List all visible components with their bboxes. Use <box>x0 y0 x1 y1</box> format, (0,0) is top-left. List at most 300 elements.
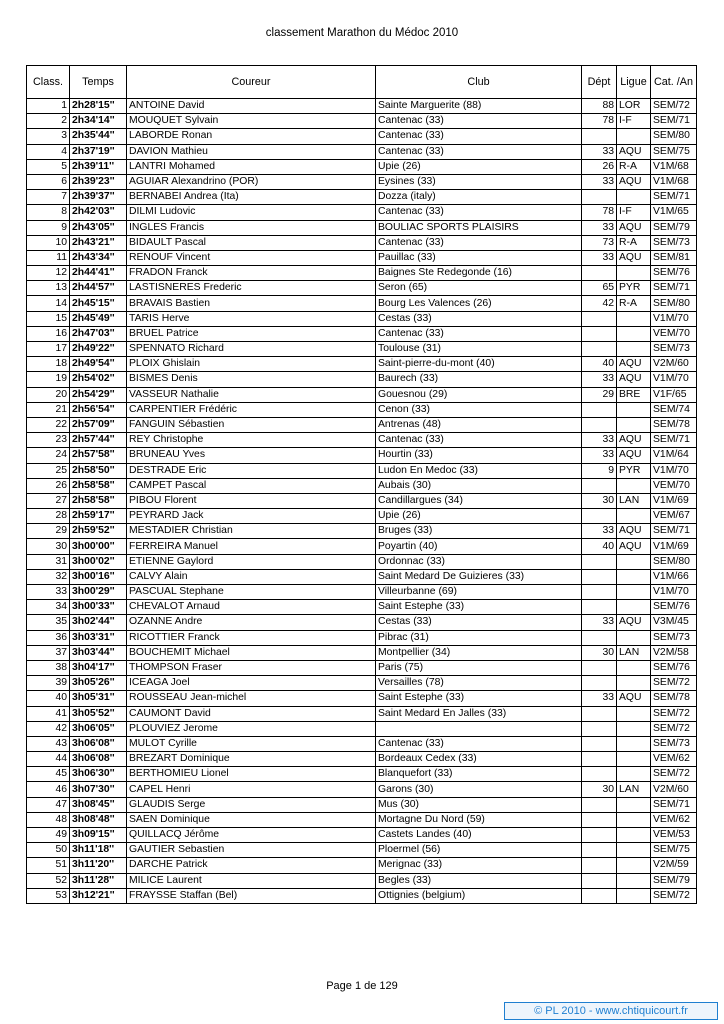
runner-cell: GLAUDIS Serge <box>127 797 376 812</box>
league-cell: PYR <box>617 281 651 296</box>
category-cell: SEM/71 <box>651 190 697 205</box>
runner-cell: BERNABEI Andrea (Ita) <box>127 190 376 205</box>
league-cell <box>617 554 651 569</box>
runner-cell: BIDAULT Pascal <box>127 235 376 250</box>
runner-cell: PIBOU Florent <box>127 493 376 508</box>
table-row <box>27 721 697 736</box>
dept-cell <box>582 736 617 751</box>
club-cell <box>376 721 582 736</box>
league-cell: LAN <box>617 782 651 797</box>
time-cell: 2h45'15'' <box>70 296 127 311</box>
runner-cell: CHEVALOT Arnaud <box>127 600 376 615</box>
club-cell: Aubais (30) <box>376 478 582 493</box>
table-row <box>27 524 697 539</box>
category-cell: SEM/76 <box>651 660 697 675</box>
page-number: Page 1 de 129 <box>326 980 398 992</box>
table-row <box>27 114 697 129</box>
category-cell: VEM/70 <box>651 478 697 493</box>
category-cell: V1M/69 <box>651 493 697 508</box>
rank-cell: 19 <box>27 372 70 387</box>
time-cell: 2h59'17'' <box>70 509 127 524</box>
rank-cell: 31 <box>27 554 70 569</box>
runner-cell: SAEN Dominique <box>127 812 376 827</box>
time-cell: 3h09'15'' <box>70 828 127 843</box>
dept-cell: 30 <box>582 493 617 508</box>
category-cell: SEM/72 <box>651 888 697 903</box>
time-cell: 2h28'15'' <box>70 99 127 114</box>
club-cell: Cenon (33) <box>376 402 582 417</box>
category-cell: SEM/76 <box>651 266 697 281</box>
runner-cell: RENOUF Vincent <box>127 250 376 265</box>
time-cell: 3h06'08'' <box>70 736 127 751</box>
rank-cell: 26 <box>27 478 70 493</box>
runner-cell: AGUIAR Alexandrino (POR) <box>127 174 376 189</box>
category-cell: SEM/71 <box>651 281 697 296</box>
credit-link[interactable]: © PL 2010 - www.chtiquicourt.fr <box>504 1002 718 1020</box>
club-cell: Saint Estephe (33) <box>376 691 582 706</box>
time-cell: 2h54'29'' <box>70 387 127 402</box>
table-row <box>27 509 697 524</box>
dept-cell <box>582 509 617 524</box>
league-cell: AQU <box>617 433 651 448</box>
time-cell: 3h00'02'' <box>70 554 127 569</box>
time-cell: 3h03'44'' <box>70 645 127 660</box>
club-cell: Baignes Ste Redegonde (16) <box>376 266 582 281</box>
league-cell <box>617 342 651 357</box>
header-club: Club <box>376 66 582 99</box>
league-cell: AQU <box>617 615 651 630</box>
rank-cell: 15 <box>27 311 70 326</box>
league-cell <box>617 630 651 645</box>
table-row <box>27 402 697 417</box>
runner-cell: BISMES Denis <box>127 372 376 387</box>
dept-cell <box>582 554 617 569</box>
club-cell: Villeurbanne (69) <box>376 585 582 600</box>
league-cell <box>617 600 651 615</box>
runner-cell: ANTOINE David <box>127 99 376 114</box>
league-cell <box>617 828 651 843</box>
time-cell: 2h58'50'' <box>70 463 127 478</box>
club-cell: Mortagne Du Nord (59) <box>376 812 582 827</box>
time-cell: 2h43'21'' <box>70 235 127 250</box>
club-cell: Upie (26) <box>376 159 582 174</box>
club-cell: Ottignies (belgium) <box>376 888 582 903</box>
rank-cell: 43 <box>27 736 70 751</box>
table-row <box>27 250 697 265</box>
dept-cell <box>582 721 617 736</box>
rank-cell: 34 <box>27 600 70 615</box>
dept-cell <box>582 706 617 721</box>
category-cell: SEM/80 <box>651 129 697 144</box>
rank-cell: 24 <box>27 448 70 463</box>
runner-cell: FRAYSSE Staffan (Bel) <box>127 888 376 903</box>
time-cell: 3h06'30'' <box>70 767 127 782</box>
category-cell: SEM/73 <box>651 630 697 645</box>
table-row <box>27 387 697 402</box>
runner-cell: FANGUIN Sébastien <box>127 417 376 432</box>
category-cell: V1M/70 <box>651 311 697 326</box>
club-cell: Upie (26) <box>376 509 582 524</box>
runner-cell: SPENNATO Richard <box>127 342 376 357</box>
table-row <box>27 676 697 691</box>
time-cell: 2h44'41'' <box>70 266 127 281</box>
dept-cell: 42 <box>582 296 617 311</box>
rank-cell: 8 <box>27 205 70 220</box>
dept-cell: 26 <box>582 159 617 174</box>
runner-cell: MULOT Cyrille <box>127 736 376 751</box>
league-cell: AQU <box>617 174 651 189</box>
category-cell: V1M/69 <box>651 539 697 554</box>
dept-cell: 33 <box>582 448 617 463</box>
time-cell: 2h39'23'' <box>70 174 127 189</box>
rank-cell: 28 <box>27 509 70 524</box>
dept-cell: 78 <box>582 205 617 220</box>
dept-cell <box>582 812 617 827</box>
league-cell <box>617 190 651 205</box>
category-cell: SEM/72 <box>651 767 697 782</box>
category-cell: SEM/79 <box>651 873 697 888</box>
runner-cell: BREZART Dominique <box>127 752 376 767</box>
club-cell: Sainte Marguerite (88) <box>376 99 582 114</box>
dept-cell: 33 <box>582 691 617 706</box>
category-cell: V2M/60 <box>651 357 697 372</box>
league-cell <box>617 676 651 691</box>
dept-cell <box>582 342 617 357</box>
rank-cell: 38 <box>27 660 70 675</box>
time-cell: 2h37'19'' <box>70 144 127 159</box>
runner-cell: VASSEUR Nathalie <box>127 387 376 402</box>
dept-cell: 33 <box>582 220 617 235</box>
time-cell: 2h42'03'' <box>70 205 127 220</box>
time-cell: 2h49'54'' <box>70 357 127 372</box>
category-cell: SEM/76 <box>651 600 697 615</box>
table-row <box>27 433 697 448</box>
runner-cell: DESTRADE Eric <box>127 463 376 478</box>
rank-cell: 46 <box>27 782 70 797</box>
time-cell: 3h05'26'' <box>70 676 127 691</box>
league-cell: AQU <box>617 357 651 372</box>
results-table <box>26 65 697 904</box>
dept-cell <box>582 326 617 341</box>
dept-cell: 65 <box>582 281 617 296</box>
rank-cell: 7 <box>27 190 70 205</box>
dept-cell: 9 <box>582 463 617 478</box>
league-cell: LAN <box>617 493 651 508</box>
category-cell: VEM/62 <box>651 752 697 767</box>
club-cell: Seron (65) <box>376 281 582 296</box>
runner-cell: PLOIX Ghislain <box>127 357 376 372</box>
category-cell: SEM/81 <box>651 250 697 265</box>
dept-cell <box>582 660 617 675</box>
table-row <box>27 372 697 387</box>
league-cell: I-F <box>617 205 651 220</box>
club-cell: Antrenas (48) <box>376 417 582 432</box>
category-cell: V2M/59 <box>651 858 697 873</box>
dept-cell: 40 <box>582 539 617 554</box>
time-cell: 2h56'54'' <box>70 402 127 417</box>
runner-cell: PEYRARD Jack <box>127 509 376 524</box>
club-cell: Cantenac (33) <box>376 235 582 250</box>
category-cell: SEM/72 <box>651 99 697 114</box>
runner-cell: BRAVAIS Bastien <box>127 296 376 311</box>
table-row <box>27 600 697 615</box>
table-row <box>27 782 697 797</box>
rank-cell: 35 <box>27 615 70 630</box>
rank-cell: 18 <box>27 357 70 372</box>
rank-cell: 45 <box>27 767 70 782</box>
category-cell: V1M/68 <box>651 174 697 189</box>
header-category: Cat. /An <box>651 66 697 99</box>
runner-cell: CAPEL Henri <box>127 782 376 797</box>
league-cell <box>617 311 651 326</box>
page-title: classement Marathon du Médoc 2010 <box>265 27 459 39</box>
time-cell: 2h57'09'' <box>70 417 127 432</box>
runner-cell: DAVION Mathieu <box>127 144 376 159</box>
club-cell: Castets Landes (40) <box>376 828 582 843</box>
rank-cell: 29 <box>27 524 70 539</box>
club-cell: Cantenac (33) <box>376 114 582 129</box>
category-cell: VEM/67 <box>651 509 697 524</box>
dept-cell: 30 <box>582 782 617 797</box>
rank-cell: 27 <box>27 493 70 508</box>
club-cell: Cantenac (33) <box>376 129 582 144</box>
category-cell: V1M/68 <box>651 159 697 174</box>
league-cell <box>617 266 651 281</box>
club-cell: Ploermel (56) <box>376 843 582 858</box>
table-row <box>27 736 697 751</box>
rank-cell: 42 <box>27 721 70 736</box>
category-cell: SEM/72 <box>651 706 697 721</box>
table-row <box>27 706 697 721</box>
runner-cell: BERTHOMIEU Lionel <box>127 767 376 782</box>
dept-cell <box>582 797 617 812</box>
rank-cell: 39 <box>27 676 70 691</box>
runner-cell: DARCHE Patrick <box>127 858 376 873</box>
category-cell: SEM/71 <box>651 433 697 448</box>
runner-cell: ICEAGA Joel <box>127 676 376 691</box>
runner-cell: TARIS Herve <box>127 311 376 326</box>
league-cell <box>617 858 651 873</box>
time-cell: 3h05'31'' <box>70 691 127 706</box>
runner-cell: RICOTTIER Franck <box>127 630 376 645</box>
runner-cell: INGLES Francis <box>127 220 376 235</box>
club-cell: Ordonnac (33) <box>376 554 582 569</box>
category-cell: SEM/75 <box>651 843 697 858</box>
table-row <box>27 235 697 250</box>
club-cell: Poyartin (40) <box>376 539 582 554</box>
category-cell: SEM/71 <box>651 797 697 812</box>
table-row <box>27 812 697 827</box>
league-cell <box>617 660 651 675</box>
table-row <box>27 569 697 584</box>
time-cell: 2h34'14'' <box>70 114 127 129</box>
dept-cell <box>582 676 617 691</box>
time-cell: 2h47'03'' <box>70 326 127 341</box>
rank-cell: 16 <box>27 326 70 341</box>
dept-cell <box>582 129 617 144</box>
rank-cell: 3 <box>27 129 70 144</box>
runner-cell: FRADON Franck <box>127 266 376 281</box>
dept-cell <box>582 190 617 205</box>
dept-cell <box>582 478 617 493</box>
time-cell: 2h57'58'' <box>70 448 127 463</box>
table-row <box>27 311 697 326</box>
dept-cell: 30 <box>582 645 617 660</box>
time-cell: 2h35'44'' <box>70 129 127 144</box>
category-cell: SEM/73 <box>651 736 697 751</box>
runner-cell: GAUTIER Sebastien <box>127 843 376 858</box>
time-cell: 3h00'16'' <box>70 569 127 584</box>
time-cell: 3h02'44'' <box>70 615 127 630</box>
league-cell <box>617 767 651 782</box>
club-cell: Cantenac (33) <box>376 326 582 341</box>
runner-cell: CAMPET Pascal <box>127 478 376 493</box>
runner-cell: QUILLACQ Jérôme <box>127 828 376 843</box>
club-cell: Gouesnou (29) <box>376 387 582 402</box>
table-row <box>27 645 697 660</box>
league-cell <box>617 873 651 888</box>
runner-cell: LANTRI Mohamed <box>127 159 376 174</box>
category-cell: SEM/80 <box>651 296 697 311</box>
rank-cell: 48 <box>27 812 70 827</box>
league-cell <box>617 736 651 751</box>
club-cell: Versailles (78) <box>376 676 582 691</box>
rank-cell: 10 <box>27 235 70 250</box>
rank-cell: 2 <box>27 114 70 129</box>
category-cell: SEM/74 <box>651 402 697 417</box>
rank-cell: 40 <box>27 691 70 706</box>
table-row <box>27 326 697 341</box>
runner-cell: DILMI Ludovic <box>127 205 376 220</box>
table-row <box>27 159 697 174</box>
table-row <box>27 585 697 600</box>
time-cell: 3h07'30'' <box>70 782 127 797</box>
dept-cell: 78 <box>582 114 617 129</box>
league-cell: AQU <box>617 220 651 235</box>
club-cell: Pibrac (31) <box>376 630 582 645</box>
league-cell <box>617 509 651 524</box>
rank-cell: 13 <box>27 281 70 296</box>
league-cell: LOR <box>617 99 651 114</box>
table-row <box>27 873 697 888</box>
category-cell: SEM/72 <box>651 676 697 691</box>
club-cell: Cestas (33) <box>376 615 582 630</box>
league-cell <box>617 585 651 600</box>
rank-cell: 37 <box>27 645 70 660</box>
runner-cell: MILICE Laurent <box>127 873 376 888</box>
rank-cell: 32 <box>27 569 70 584</box>
dept-cell: 33 <box>582 615 617 630</box>
rank-cell: 25 <box>27 463 70 478</box>
table-row <box>27 539 697 554</box>
category-cell: V1F/65 <box>651 387 697 402</box>
runner-cell: CAUMONT David <box>127 706 376 721</box>
category-cell: VEM/62 <box>651 812 697 827</box>
league-cell <box>617 129 651 144</box>
dept-cell <box>582 858 617 873</box>
category-cell: V1M/70 <box>651 463 697 478</box>
time-cell: 3h00'00'' <box>70 539 127 554</box>
rank-cell: 11 <box>27 250 70 265</box>
rank-cell: 53 <box>27 888 70 903</box>
time-cell: 3h00'33'' <box>70 600 127 615</box>
rank-cell: 12 <box>27 266 70 281</box>
club-cell: Garons (30) <box>376 782 582 797</box>
club-cell: Bourg Les Valences (26) <box>376 296 582 311</box>
league-cell: AQU <box>617 372 651 387</box>
time-cell: 3h11'28'' <box>70 873 127 888</box>
time-cell: 3h11'20'' <box>70 858 127 873</box>
club-cell: Saint Medard De Guizieres (33) <box>376 569 582 584</box>
dept-cell <box>582 266 617 281</box>
table-row <box>27 767 697 782</box>
club-cell: Saint Medard En Jalles (33) <box>376 706 582 721</box>
time-cell: 3h05'52'' <box>70 706 127 721</box>
league-cell <box>617 569 651 584</box>
table-row <box>27 205 697 220</box>
runner-cell: BRUEL Patrice <box>127 326 376 341</box>
rank-cell: 51 <box>27 858 70 873</box>
rank-cell: 1 <box>27 99 70 114</box>
rank-cell: 6 <box>27 174 70 189</box>
league-cell: R-A <box>617 235 651 250</box>
table-row <box>27 888 697 903</box>
category-cell: SEM/73 <box>651 342 697 357</box>
dept-cell: 88 <box>582 99 617 114</box>
time-cell: 2h43'34'' <box>70 250 127 265</box>
rank-cell: 21 <box>27 402 70 417</box>
league-cell: I-F <box>617 114 651 129</box>
category-cell: SEM/72 <box>651 721 697 736</box>
table-row <box>27 691 697 706</box>
runner-cell: MOUQUET Sylvain <box>127 114 376 129</box>
club-cell: Pauillac (33) <box>376 250 582 265</box>
time-cell: 2h49'22'' <box>70 342 127 357</box>
club-cell: Cestas (33) <box>376 311 582 326</box>
club-cell: Merignac (33) <box>376 858 582 873</box>
league-cell: AQU <box>617 524 651 539</box>
dept-cell <box>582 828 617 843</box>
category-cell: SEM/80 <box>651 554 697 569</box>
rank-cell: 30 <box>27 539 70 554</box>
runner-cell: LABORDE Ronan <box>127 129 376 144</box>
time-cell: 2h57'44'' <box>70 433 127 448</box>
league-cell: BRE <box>617 387 651 402</box>
table-row <box>27 463 697 478</box>
league-cell: R-A <box>617 159 651 174</box>
club-cell: Begles (33) <box>376 873 582 888</box>
category-cell: V2M/60 <box>651 782 697 797</box>
time-cell: 3h12'21'' <box>70 888 127 903</box>
header-time: Temps <box>70 66 127 99</box>
runner-cell: PLOUVIEZ Jerome <box>127 721 376 736</box>
runner-cell: ROUSSEAU Jean-michel <box>127 691 376 706</box>
dept-cell <box>582 417 617 432</box>
category-cell: V1M/70 <box>651 585 697 600</box>
rank-cell: 5 <box>27 159 70 174</box>
league-cell <box>617 888 651 903</box>
table-row <box>27 554 697 569</box>
runner-cell: THOMPSON Fraser <box>127 660 376 675</box>
rank-cell: 36 <box>27 630 70 645</box>
table-row <box>27 630 697 645</box>
table-row <box>27 843 697 858</box>
category-cell: SEM/78 <box>651 691 697 706</box>
dept-cell: 33 <box>582 524 617 539</box>
table-row <box>27 296 697 311</box>
club-cell: Saint-pierre-du-mont (40) <box>376 357 582 372</box>
table-row <box>27 615 697 630</box>
